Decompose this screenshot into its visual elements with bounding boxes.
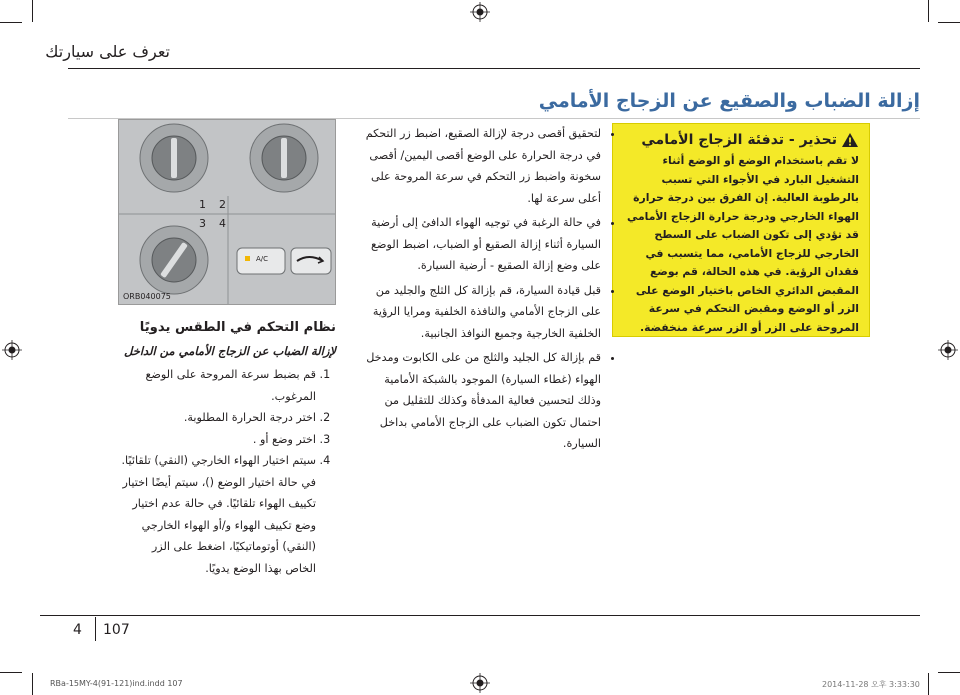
warning-text: لا تقم باستخدام الوضع أو الوضع أثناء التشغيل البارد في الأجواء التي تسبب بالرطوبة العالية. إن الفرق بين درجة حرارة الهواء الخارجي ودرجة حرارة الزجاج الأمامي قد تؤدي إلى تكون الضباب على السطح الخارجي للزجاج الأمامي، مما يتسبب في فقدان الرؤية. في هذه الحالة، قم بوضع المقبض الدائري الخاص باختيار الوضع على الزر أو الوضع ومقبض التحكم في سرعة المروحة على الزر أو الزر سرعة منخفضة. <box>627 154 859 334</box>
crop-mark <box>32 0 33 22</box>
warning-header <box>623 132 859 148</box>
page-divider <box>95 617 96 641</box>
climate-control-figure <box>118 119 336 305</box>
manual-subheading: لإزالة الضباب عن الزجاج الأمامي من الداخل <box>124 344 336 358</box>
registration-mark-icon <box>470 2 490 22</box>
manual-steps <box>118 364 336 579</box>
crop-mark <box>0 672 22 673</box>
crop-mark <box>938 22 960 23</box>
warning-title: تحذير - تدفئة الزجاج الأمامي <box>641 132 837 148</box>
figure-label: 1 <box>199 198 206 211</box>
list-item: • قم بإزالة كل الجليد والثلج من على الكابوت ومدخل الهواء (غطاء السيارة) الموجود بالشبكة الأمامية وذلك لتحسين فعالية المدفأة وكذلك للتقليل من احتمال تكون الضباب على الزجاج الأمامي بداخل السيارة. <box>360 347 601 455</box>
section-title: إزالة الضباب والصقيع عن الزجاج الأمامي <box>538 90 920 112</box>
list-item: 1. قم بضبط سرعة المروحة على الوضع المرغوب. <box>118 364 316 407</box>
crop-mark <box>0 22 22 23</box>
running-header: تعرف على سيارتك <box>45 42 170 61</box>
figure-code: ORB040075 <box>123 292 171 301</box>
figure-label: 2 <box>219 198 226 211</box>
warning-triangle-icon <box>841 132 859 148</box>
registration-mark-icon <box>470 673 490 693</box>
defrost-tips <box>360 123 615 458</box>
page-number: 107 <box>103 622 130 638</box>
ac-button-label: A/C <box>256 255 269 263</box>
file-timestamp: 2014-11-28 오후 3:33:30 <box>822 680 920 689</box>
figure-label: 3 <box>199 217 206 230</box>
registration-mark-icon <box>938 340 958 360</box>
file-slug: RBa-15MY-4(91-121)ind.indd 107 <box>50 679 183 688</box>
list-item: 4. سيتم اختيار الهواء الخارجي (النقي) تلقائيًا. في حالة اختيار الوضع ()، سيتم أيضًا اختيار تكييف الهواء تلقائيًا. في حالة عدم اختيار وضع تكييف الهواء و/أو الهواء الخارجي (النقي) أوتوماتيكيًا، اضغط على الزر الخاص بهذا الوضع يدويًا. <box>118 450 316 579</box>
list-item: 2. اختر درجة الحرارة المطلوبة. <box>118 407 316 429</box>
manual-heading: نظام التحكم في الطقس يدويًا <box>139 320 336 335</box>
warning-box <box>612 123 870 337</box>
footer-rule <box>40 615 920 616</box>
chapter-number: 4 <box>73 622 82 638</box>
figure-label: 4 <box>219 217 226 230</box>
list-item: 3. اختر وضع أو . <box>118 429 316 451</box>
registration-mark-icon <box>2 340 22 360</box>
crop-mark <box>928 0 929 22</box>
crop-mark <box>32 673 33 695</box>
control-panel-illustration <box>119 120 336 305</box>
list-item: • قبل قيادة السيارة، قم بإزالة كل الثلج والجليد من على الزجاج الأمامي والنافذة الخلفية ومرايا الرؤية الخلفية الخارجية وجميع النوافذ الجانبية. <box>360 280 601 345</box>
list-item: • في حالة الرغبة في توجيه الهواء الدافئ إلى أرضية السيارة أثناء إزالة الصقيع أو الضباب، اضبط الوضع على وضع إزالة الصقيع - أرضية السيارة. <box>360 212 601 277</box>
crop-mark <box>928 673 929 695</box>
header-rule <box>68 68 920 69</box>
crop-mark <box>938 672 960 673</box>
list-item: • لتحقيق أقصى درجة لإزالة الصقيع، اضبط زر التحكم في درجة الحرارة على الوضع أقصى اليمين/ أقصى سخونة واضبط زر التحكم في سرعة المروحة على أعلى سرعة لها. <box>360 123 601 209</box>
